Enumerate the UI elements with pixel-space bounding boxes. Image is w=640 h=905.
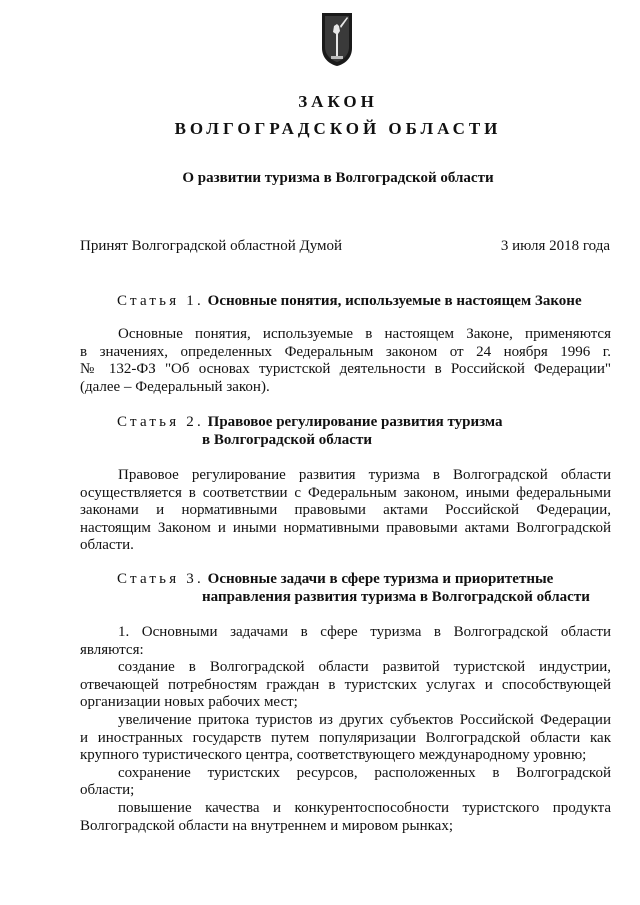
article-3-label: Статья 3. [117,571,204,587]
article-2-title-line-1: Правовое регулирование развития туризма [207,414,503,430]
article-2-text [80,467,611,555]
adopted-by: Принят Волгоградской областной Думой [80,238,343,254]
adoption-date: 3 июля 2018 года [500,238,610,254]
volgograd-coat-of-arms-icon [321,12,353,67]
text-line: увеличение притока туристов из других субъектов Российской Федерации [118,711,611,728]
text-line: отвечающей потребностям граждан в туристских услугах и способствующей [80,676,611,693]
text-line: в значениях, определенных Федеральным законом от 24 ноября 1996 г. [80,343,611,360]
text-line: организации новых рабочих мест; [80,694,298,711]
article-2-heading [117,413,503,431]
text-line: повышение качества и конкурентоспособности туристского продукта [118,799,611,816]
article-3-text [80,624,611,835]
text-line: 1. Основными задачами в сфере туризма в Волгоградской области [118,624,611,640]
text-line: являются: [80,641,144,658]
text-line: законами и нормативными правовыми актами Российской Федерации, [80,502,611,519]
article-3-title-line-2: направления развития туризма в Волгоградской области [202,589,590,605]
text-line: Основные понятия, используемые в настоящем Законе, применяются [118,326,611,342]
text-line: (далее – Федеральный закон). [80,378,270,395]
text-line: настоящим Законом и иными нормативными правовыми актами Волгоградской [80,519,611,536]
text-line: Волгоградской области на внутреннем и мировом рынках; [80,817,453,834]
article-3-heading [117,570,553,588]
article-1-heading [117,292,582,310]
article-2-title-line-2: в Волгоградской области [202,432,372,448]
text-line: области. [80,537,134,554]
article-3-title-line-1: Основные задачи в сфере туризма и приоритетные [207,571,554,587]
text-line: осуществляется в соответствии с Федеральным законом, иными федеральными [80,484,611,501]
article-1-text [80,326,611,396]
article-1-label: Статья 1. [117,293,204,309]
region-name: ВОЛГОГРАДСКОЙ ОБЛАСТИ [174,119,502,138]
law-subtitle: О развитии туризма в Волгоградской области [182,170,494,186]
text-line: Правовое регулирование развития туризма в Волгоградской области [118,467,611,483]
law-word: ЗАКОН [298,92,378,111]
text-line: крупного туристического центра, соответствующего международному уровню; [80,747,587,764]
text-line: № 132-ФЗ "Об основах туристской деятельности в Российской Федерации" [80,361,611,378]
text-line: создание в Волгоградской области развитой туристской индустрии, [118,659,611,676]
text-line: сохранение туристских ресурсов, расположенных в Волгоградской [118,764,611,781]
text-line: области; [80,782,135,799]
article-2-label: Статья 2. [117,414,204,430]
article-1-title: Основные понятия, используемые в настоящем Законе [207,293,582,309]
text-line: и иностранных государств путем популяризации Волгоградской области как [80,729,611,746]
